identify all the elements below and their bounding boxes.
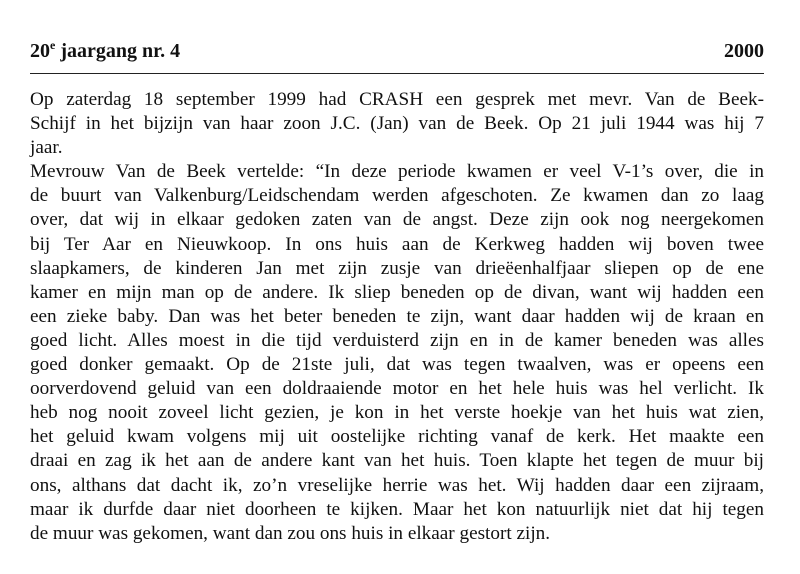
page-header [30,37,764,65]
issue-label [30,37,180,65]
paragraph-1-line-1: Op zaterdag 18 september 1999 had CRASH een gesprek met mevr. Van de Beek- [30,89,764,110]
paragraph-2-line-14: ons, althans dat dacht ik, zo’n vreselijke herrie was het. Wij hadden daar een zijraam, [30,474,764,496]
paragraph-2-line-12: het geluid kwam volgens mij uit oostelijke richting vanaf de kerk. Het maakte een [30,426,764,448]
paragraph-2-line-2: de buurt van Valkenburg/Leidschendam werden afgeschoten. Ze kwamen dan zo laag [30,185,764,207]
paragraph-2-line-4: bij Ter Aar en Nieuwkoop. In ons huis aan de Kerkweg hadden wij boven twee [30,233,764,255]
paragraph-1-line-2: Schijf in het bijzijn van haar zoon J.C. (Jan) van de Beek. Op 21 juli 1944 was hij 7 [30,113,764,135]
paragraph-2-line-7: een zieke baby. Dan was het beter beneden te zijn, want daar hadden wij de kraan en [30,305,764,327]
issue-year: 2000 [724,40,764,62]
paragraph-2-line-11: heb nog nooit zoveel licht gezien, je kon in het verste hoekje van het huis wat zien, [30,402,764,424]
paragraph-2-line-15: maar ik durfde daar niet doorheen te kijken. Maar het kon natuurlijk niet dat hij tegen [30,498,764,520]
volume-suffix: e [50,38,56,52]
paragraph-2-line-8: goed licht. Alles moest in die tijd verduisterd zijn en in de kamer beneden was alles [30,329,764,351]
paragraph-2-line-3: over, dat wij in elkaar gedoken zaten van de angst. Deze zijn ook nog neergekomen [30,209,764,231]
paragraph-2-line-1: Mevrouw Van de Beek vertelde: “In deze periode kwamen er veel V-1’s over, die in [30,161,764,183]
issue-text: jaargang nr. 4 [55,40,181,62]
paragraph-2-line-16: de muur was gekomen, want dan zou ons huis in elkaar gestort zijn. [30,522,551,544]
header-divider [30,73,764,74]
paragraph-1-line-3: jaar. [30,137,63,159]
paragraph-2-line-9: goed donker gemaakt. Op de 21ste juli, dat was tegen twaalven, was er opeens een [30,354,764,376]
volume-number: 20 [30,40,50,62]
paragraph-2-line-6: kamer en mijn man op de andere. Ik sliep beneden op de divan, want wij hadden een [30,281,764,303]
paragraph-2-line-10: oorverdovend geluid van een doldraaiende motor en het hele huis was hel verlicht. Ik [30,378,764,400]
paragraph-2-line-5: slaapkamers, de kinderen Jan met zijn zusje van drieëenhalfjaar sliepen op de ene [30,257,764,279]
article-body [30,88,764,546]
paragraph-2-line-13: draai en zag ik het aan de andere kant van het huis. Toen klapte het tegen de muur bij [30,450,764,472]
